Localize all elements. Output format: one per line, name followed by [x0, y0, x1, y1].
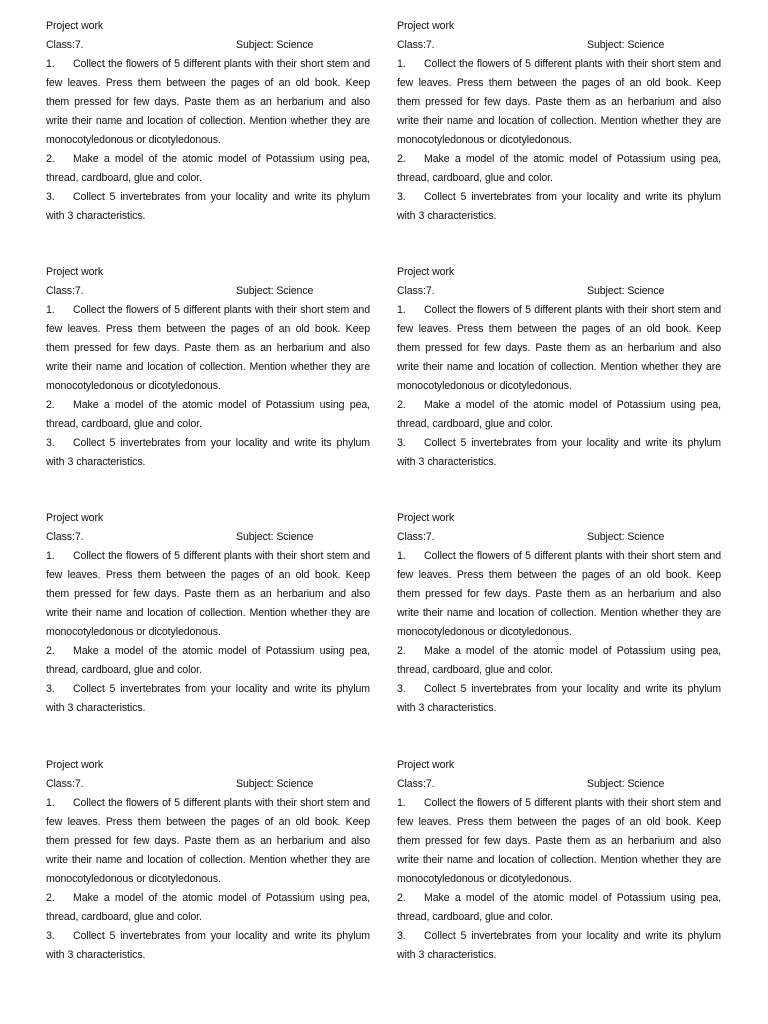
class-subject-row — [46, 36, 370, 55]
task-item — [397, 927, 721, 965]
subject-label: Subject: Science — [236, 531, 314, 543]
task-text: Collect the flowers of 5 different plants with their short stem and few leaves. Press them between the pages of an old book. Keep them pressed for few days. Paste them as an herbarium and also write their name and location of collection. Mention whether they are monocotyledonous or dicotyledonous. — [397, 797, 721, 885]
task-item — [46, 547, 370, 642]
slip-heading: Project work — [397, 266, 455, 278]
task-number: 1. — [397, 304, 406, 316]
task-text: Collect 5 invertebrates from your locality and write its phylum with 3 characteristics. — [397, 930, 721, 961]
task-number: 2. — [397, 645, 406, 657]
task-item — [397, 150, 721, 188]
slip-heading: Project work — [46, 512, 104, 524]
class-subject-row — [397, 528, 721, 547]
task-number: 3. — [46, 437, 55, 449]
task-number: 3. — [46, 191, 55, 203]
task-item — [46, 434, 370, 472]
task-number: 2. — [46, 645, 55, 657]
class-subject-row — [46, 775, 370, 794]
task-number: 2. — [46, 399, 55, 411]
task-item — [397, 396, 721, 434]
task-item — [46, 188, 370, 226]
task-number: 3. — [46, 683, 55, 695]
task-number: 2. — [397, 892, 406, 904]
class-label: Class:7. — [397, 285, 435, 297]
task-text: Make a model of the atomic model of Potassium using pea, thread, cardboard, glue and color. — [397, 645, 721, 676]
task-item — [397, 55, 721, 150]
class-subject-row — [46, 282, 370, 301]
project-slip — [397, 509, 721, 718]
project-slip — [46, 263, 370, 472]
task-item — [46, 150, 370, 188]
class-label: Class:7. — [46, 531, 84, 543]
task-text: Make a model of the atomic model of Potassium using pea, thread, cardboard, glue and color. — [46, 892, 370, 923]
task-number: 2. — [46, 153, 55, 165]
class-label: Class:7. — [46, 39, 84, 51]
task-text: Collect 5 invertebrates from your locality and write its phylum with 3 characteristics. — [46, 191, 370, 222]
task-text: Make a model of the atomic model of Potassium using pea, thread, cardboard, glue and color. — [46, 399, 370, 430]
class-subject-row — [397, 775, 721, 794]
class-label: Class:7. — [46, 285, 84, 297]
subject-label: Subject: Science — [236, 39, 314, 51]
task-item — [397, 642, 721, 680]
task-item — [46, 642, 370, 680]
task-text: Collect the flowers of 5 different plants with their short stem and few leaves. Press them between the pages of an old book. Keep them pressed for few days. Paste them as an herbarium and also write their name and location of collection. Mention whether they are monocotyledonous or dicotyledonous. — [397, 550, 721, 638]
task-text: Collect the flowers of 5 different plants with their short stem and few leaves. Press them between the pages of an old book. Keep them pressed for few days. Paste them as an herbarium and also write their name and location of collection. Mention whether they are monocotyledonous or dicotyledonous. — [46, 797, 370, 885]
task-number: 3. — [397, 437, 406, 449]
task-item — [46, 396, 370, 434]
slip-heading: Project work — [397, 759, 455, 771]
task-item — [46, 680, 370, 718]
task-text: Collect 5 invertebrates from your locality and write its phylum with 3 characteristics. — [397, 437, 721, 468]
slip-heading: Project work — [46, 759, 104, 771]
task-text: Collect the flowers of 5 different plants with their short stem and few leaves. Press them between the pages of an old book. Keep them pressed for few days. Paste them as an herbarium and also write their name and location of collection. Mention whether they are monocotyledonous or dicotyledonous. — [46, 58, 370, 146]
task-item — [397, 889, 721, 927]
project-slip — [397, 756, 721, 965]
task-item — [397, 301, 721, 396]
task-item — [46, 794, 370, 889]
class-subject-row — [46, 528, 370, 547]
task-text: Collect 5 invertebrates from your locality and write its phylum with 3 characteristics. — [46, 683, 370, 714]
task-number: 3. — [46, 930, 55, 942]
class-label: Class:7. — [397, 531, 435, 543]
subject-label: Subject: Science — [587, 39, 665, 51]
project-slip — [397, 263, 721, 472]
subject-label: Subject: Science — [236, 285, 314, 297]
project-slip — [46, 756, 370, 965]
task-text: Collect 5 invertebrates from your locality and write its phylum with 3 characteristics. — [46, 437, 370, 468]
slip-heading: Project work — [397, 20, 455, 32]
task-text: Collect the flowers of 5 different plants with their short stem and few leaves. Press them between the pages of an old book. Keep them pressed for few days. Paste them as an herbarium and also write their name and location of collection. Mention whether they are monocotyledonous or dicotyledonous. — [46, 550, 370, 638]
task-text: Collect the flowers of 5 different plants with their short stem and few leaves. Press them between the pages of an old book. Keep them pressed for few days. Paste them as an herbarium and also write their name and location of collection. Mention whether they are monocotyledonous or dicotyledonous. — [397, 58, 721, 146]
slip-heading: Project work — [397, 512, 455, 524]
task-text: Make a model of the atomic model of Potassium using pea, thread, cardboard, glue and color. — [46, 153, 370, 184]
task-number: 1. — [397, 797, 406, 809]
task-number: 1. — [46, 550, 55, 562]
task-item — [397, 547, 721, 642]
subject-label: Subject: Science — [587, 285, 665, 297]
task-text: Make a model of the atomic model of Potassium using pea, thread, cardboard, glue and color. — [397, 892, 721, 923]
subject-label: Subject: Science — [236, 778, 314, 790]
class-subject-row — [397, 36, 721, 55]
class-subject-row — [397, 282, 721, 301]
subject-label: Subject: Science — [587, 531, 665, 543]
task-number: 1. — [46, 304, 55, 316]
slip-heading: Project work — [46, 266, 104, 278]
task-item — [397, 794, 721, 889]
task-item — [397, 434, 721, 472]
class-label: Class:7. — [397, 39, 435, 51]
task-item — [397, 680, 721, 718]
task-item — [46, 927, 370, 965]
slip-heading: Project work — [46, 20, 104, 32]
project-slip — [397, 17, 721, 226]
task-item — [46, 301, 370, 396]
task-number: 2. — [397, 153, 406, 165]
class-label: Class:7. — [397, 778, 435, 790]
task-number: 1. — [46, 58, 55, 70]
task-number: 2. — [46, 892, 55, 904]
project-slip — [46, 17, 370, 226]
task-number: 2. — [397, 399, 406, 411]
task-number: 3. — [397, 683, 406, 695]
task-number: 3. — [397, 191, 406, 203]
task-number: 1. — [397, 550, 406, 562]
task-text: Collect the flowers of 5 different plants with their short stem and few leaves. Press them between the pages of an old book. Keep them pressed for few days. Paste them as an herbarium and also write their name and location of collection. Mention whether they are monocotyledonous or dicotyledonous. — [397, 304, 721, 392]
project-slip — [46, 509, 370, 718]
task-text: Make a model of the atomic model of Potassium using pea, thread, cardboard, glue and color. — [46, 645, 370, 676]
task-text: Collect 5 invertebrates from your locality and write its phylum with 3 characteristics. — [46, 930, 370, 961]
task-item — [397, 188, 721, 226]
task-number: 1. — [46, 797, 55, 809]
subject-label: Subject: Science — [587, 778, 665, 790]
task-text: Make a model of the atomic model of Potassium using pea, thread, cardboard, glue and color. — [397, 153, 721, 184]
task-text: Make a model of the atomic model of Potassium using pea, thread, cardboard, glue and color. — [397, 399, 721, 430]
task-item — [46, 55, 370, 150]
task-number: 1. — [397, 58, 406, 70]
class-label: Class:7. — [46, 778, 84, 790]
task-text: Collect the flowers of 5 different plants with their short stem and few leaves. Press them between the pages of an old book. Keep them pressed for few days. Paste them as an herbarium and also write their name and location of collection. Mention whether they are monocotyledonous or dicotyledonous. — [46, 304, 370, 392]
task-text: Collect 5 invertebrates from your locality and write its phylum with 3 characteristics. — [397, 683, 721, 714]
task-number: 3. — [397, 930, 406, 942]
task-item — [46, 889, 370, 927]
task-text: Collect 5 invertebrates from your locality and write its phylum with 3 characteristics. — [397, 191, 721, 222]
